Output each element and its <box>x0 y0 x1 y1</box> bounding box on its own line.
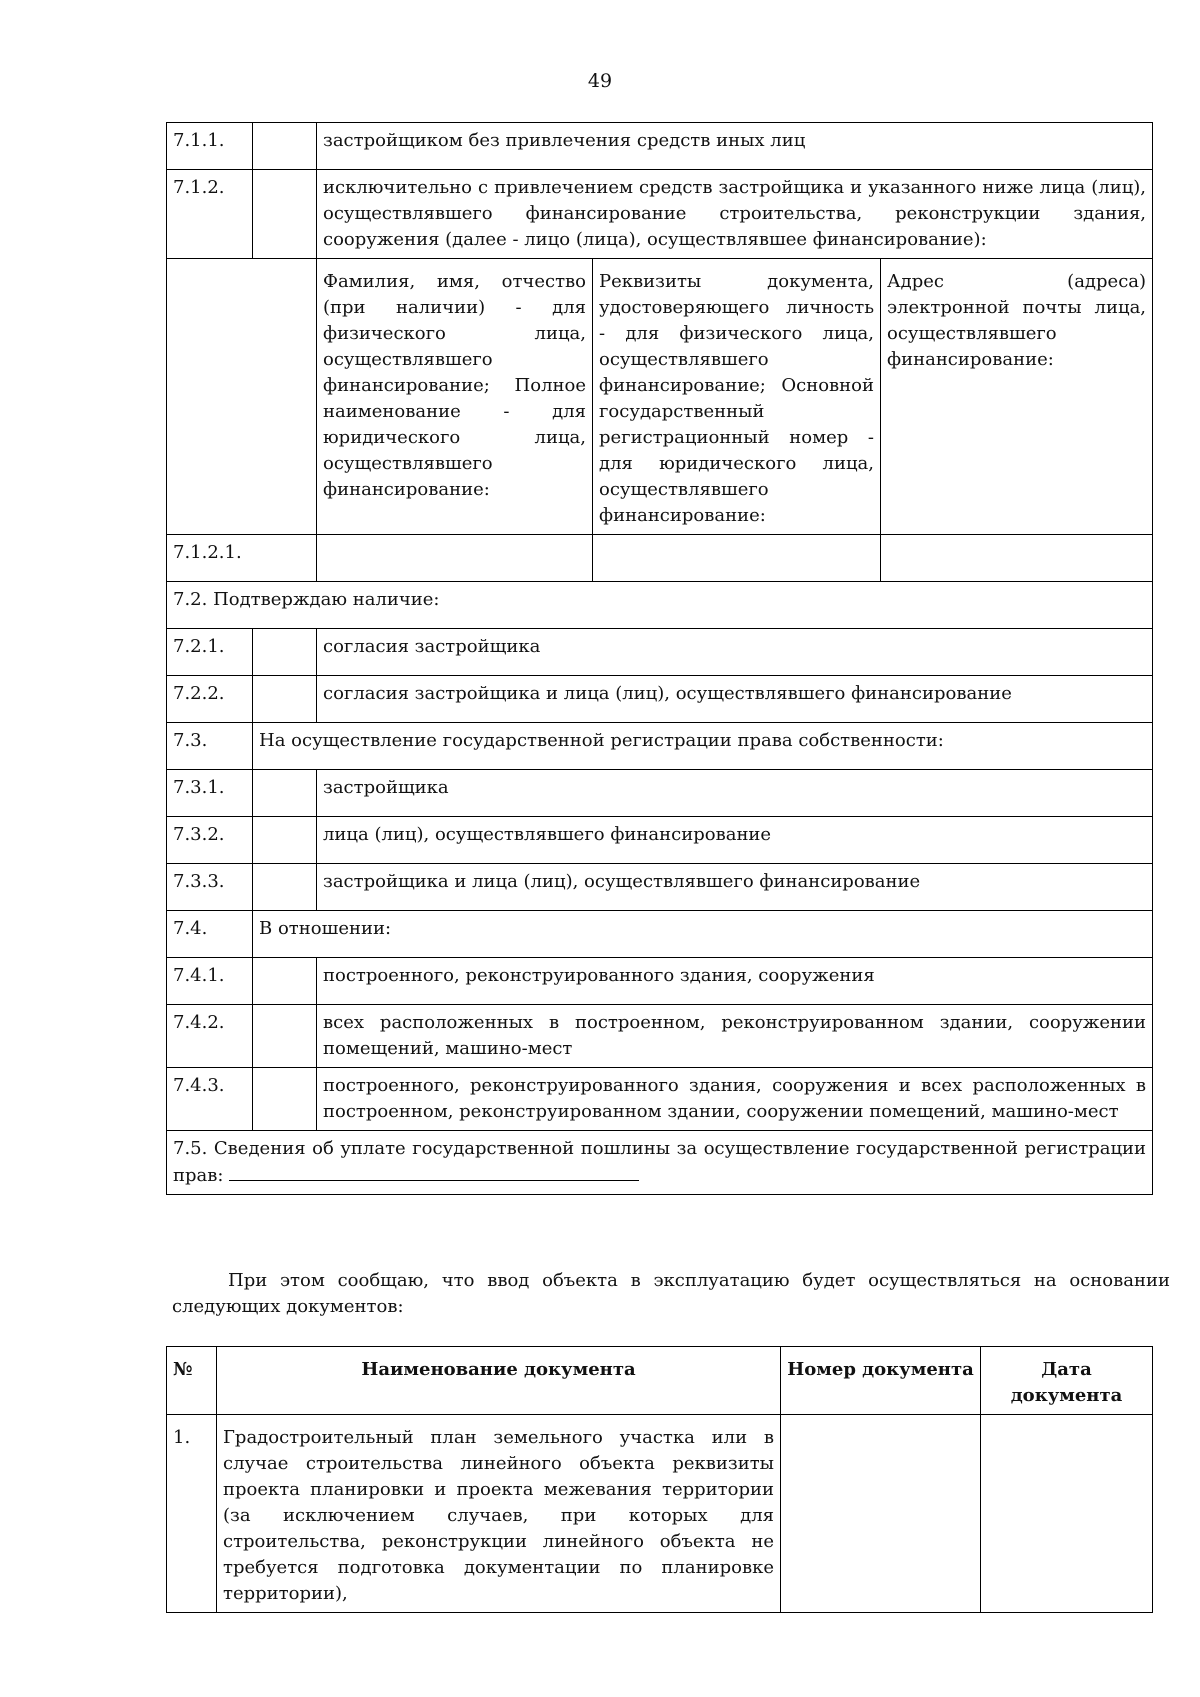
header-document-number: Номер документа <box>781 1347 981 1415</box>
row-7-3-2 <box>167 817 1153 864</box>
row-text: застройщика и лица (лиц), осуществлявшего финансирование <box>317 864 1153 911</box>
header-document-date: Дата документа <box>981 1347 1153 1415</box>
row-number: 7.3. <box>167 723 253 770</box>
financier-document-input[interactable] <box>593 535 881 582</box>
section-7-table <box>166 122 1153 1195</box>
checkbox-cell[interactable] <box>253 1068 317 1131</box>
row-number: 7.4.2. <box>167 1005 253 1068</box>
checkbox-cell[interactable] <box>253 123 317 170</box>
financier-email-input[interactable] <box>881 535 1153 582</box>
row-number: 7.3.3. <box>167 864 253 911</box>
state-fee-cell <box>167 1131 1153 1195</box>
documents-table-header <box>167 1347 1153 1415</box>
checkbox-cell[interactable] <box>253 629 317 676</box>
row-text: застройщиком без привлечения средств иных лиц <box>317 123 1153 170</box>
row-number: 7.4.3. <box>167 1068 253 1131</box>
state-fee-label: 7.5. Сведения об уплате государственной пошлины за осуществление государственной регистрации прав: <box>173 1138 1147 1186</box>
row-text: 7.2. Подтверждаю наличие: <box>167 582 1153 629</box>
row-7-4 <box>167 911 1153 958</box>
row-text: застройщика <box>317 770 1153 817</box>
document-number-input[interactable] <box>781 1415 981 1613</box>
row-number: 7.4. <box>167 911 253 958</box>
document-name: Градостроительный план земельного участка или в случае строительства линейного объекта реквизиты проекта планировки и проекта межевания территории (за исключением случаев, при которых для строительства, реконструкции линейного объекта не требуется подготовка документации по планировке территории), <box>217 1415 781 1613</box>
row-number: 7.2.2. <box>167 676 253 723</box>
row-text: На осуществление государственной регистрации права собственности: <box>253 723 1153 770</box>
row-number: 7.1.1. <box>167 123 253 170</box>
row-text: согласия застройщика <box>317 629 1153 676</box>
row-number: 7.2.1. <box>167 629 253 676</box>
row-text: построенного, реконструированного здания, сооружения и всех расположенных в построенном, реконструированном здании, сооружении помещений, машино-мест <box>317 1068 1153 1131</box>
documents-table <box>166 1346 1153 1613</box>
row-7-3-3 <box>167 864 1153 911</box>
document-date-input[interactable] <box>981 1415 1153 1613</box>
row-number: 1. <box>167 1415 217 1613</box>
checkbox-cell[interactable] <box>253 817 317 864</box>
row-number: 7.3.2. <box>167 817 253 864</box>
financier-sub-header-row <box>167 259 1153 535</box>
row-text: всех расположенных в построенном, реконструированном здании, сооружении помещений, машино-мест <box>317 1005 1153 1068</box>
row-7-5 <box>167 1131 1153 1195</box>
row-7-4-2 <box>167 1005 1153 1068</box>
table-row <box>167 1415 1153 1613</box>
row-text: исключительно с привлечением средств застройщика и указанного ниже лица (лиц), осуществлявшего финансирование строительства, реконструкции здания, сооружения (далее - лицо (лица), осуществлявшее финансирование): <box>317 170 1153 259</box>
header-document-name: Наименование документа <box>217 1347 781 1415</box>
row-number: 7.3.1. <box>167 770 253 817</box>
financier-email-header: Адрес (адреса) электронной почты лица, осуществлявшего финансирование: <box>881 259 1153 535</box>
financier-document-header: Реквизиты документа, удостоверяющего личность - для физического лица, осуществлявшего финансирование; Основной государственный регистрационный номер - для юридического лица, осуществлявшего финансирование: <box>593 259 881 535</box>
row-text: построенного, реконструированного здания, сооружения <box>317 958 1153 1005</box>
row-7-1-1 <box>167 123 1153 170</box>
row-7-2-1 <box>167 629 1153 676</box>
financier-name-input[interactable] <box>317 535 593 582</box>
checkbox-cell[interactable] <box>253 770 317 817</box>
row-number: 7.4.1. <box>167 958 253 1005</box>
row-7-4-3 <box>167 1068 1153 1131</box>
row-number: 7.1.2.1. <box>167 535 317 582</box>
row-7-3-1 <box>167 770 1153 817</box>
row-7-3 <box>167 723 1153 770</box>
page-number: 49 <box>587 70 613 92</box>
documents-intro-paragraph: При этом сообщаю, что ввод объекта в эксплуатацию будет осуществляться на основании следующих документов: <box>172 1270 1170 1317</box>
header-number: № <box>167 1347 217 1415</box>
row-7-4-1 <box>167 958 1153 1005</box>
row-7-2 <box>167 582 1153 629</box>
row-7-1-2-1 <box>167 535 1153 582</box>
row-7-1-2 <box>167 170 1153 259</box>
state-fee-blank[interactable] <box>229 1162 639 1181</box>
checkbox-cell[interactable] <box>253 170 317 259</box>
checkbox-cell[interactable] <box>253 676 317 723</box>
row-text: лица (лиц), осуществлявшего финансирование <box>317 817 1153 864</box>
row-text: В отношении: <box>253 911 1153 958</box>
financier-name-header: Фамилия, имя, отчество (при наличии) - для физического лица, осуществлявшего финансирование; Полное наименование - для юридического лица, осуществлявшего финансирование: <box>317 259 593 535</box>
empty-cell <box>167 259 317 535</box>
row-7-2-2 <box>167 676 1153 723</box>
row-text: согласия застройщика и лица (лиц), осуществлявшего финансирование <box>317 676 1153 723</box>
checkbox-cell[interactable] <box>253 1005 317 1068</box>
checkbox-cell[interactable] <box>253 958 317 1005</box>
checkbox-cell[interactable] <box>253 864 317 911</box>
row-number: 7.1.2. <box>167 170 253 259</box>
